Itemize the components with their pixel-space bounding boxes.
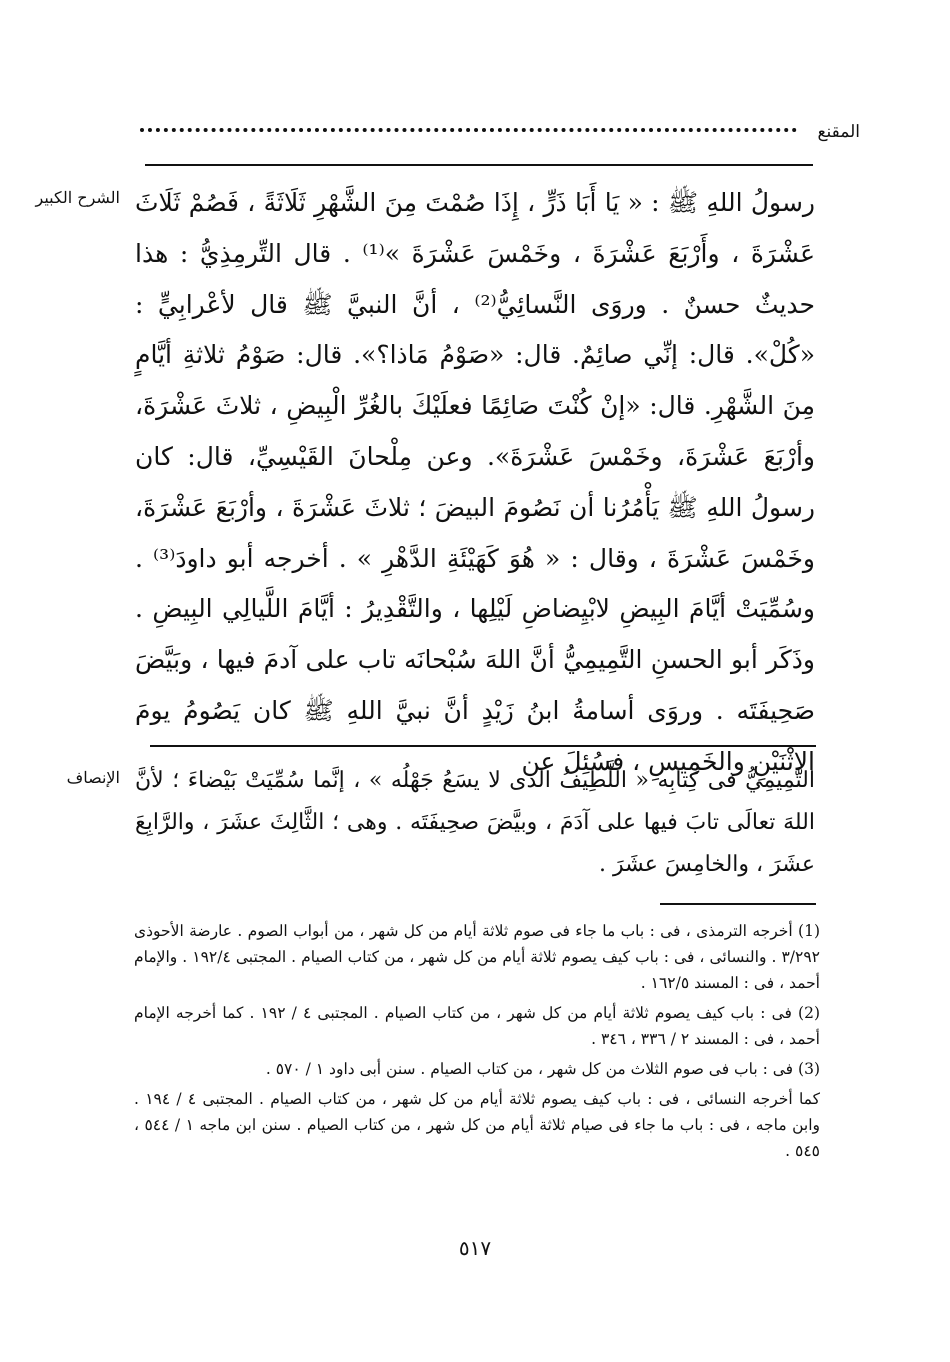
footnote: (3) فى : باب فى صوم الثلاث من كل شهر ، من كتاب الصيام . سنن أبى داود ١ / ٥٧٠ . <box>265 1060 820 1078</box>
footnote: (2) فى : باب كيف يصوم ثلاثة أيام من كل شهر ، من كتاب الصيام . المجتبى ٤ / ١٩٢ . كما أخرجه الإمام أحمد ، فى : المسند ٢ / ٣٣٦ ، ٣٤٦ . <box>134 1004 820 1048</box>
footnote: كما أخرجه النسائى ، فى : باب كيف يصوم ثلاثة أيام من كل شهر ، من كتاب الصيام . المجتبى ٤ / ١٩٤ . وابن ماجه ، فى : باب ما جاء فى صيام ثلاثة أيام من كل شهر ، من كتاب الصيام . سنن ابن ماجه ١ / ٥٤٤ ، ٥٤٥ . <box>134 1090 821 1160</box>
page-number: ٥١٧ <box>458 1236 492 1260</box>
insaf-text: التَّمِيمِيُّ فى كِتابِه « اللَّطِيفُ الذى لا يسَعُ جَهْلُه » ، إنَّما سُمِّيَتْ بَيْضاءَ ؛ لأنَّ اللهَ تعالَى تابَ فيها على آدَمَ ، وبيَّضَ صحِيفَتَه . وهى ؛ الثَّالِثَ عشَرَ ، والرَّابِعَ عشَرَ ، والخامِسَ عشَرَ . <box>135 768 815 877</box>
insaf-section-label: الإنصاف <box>66 768 120 787</box>
sharh-section-label: الشرح الكبير <box>35 188 120 207</box>
running-header <box>140 112 870 152</box>
footnote-rule <box>660 903 816 905</box>
section-divider <box>150 745 816 747</box>
header-rule <box>145 164 813 166</box>
sharh-text: رسولُ اللهِ ﷺ : « يَا أَبَا ذَرٍّ ، إِذَا صُمْتَ مِنَ الشَّهْرِ ثَلَاثَةً ، فَصُمْ ثَلَاثَ عَشْرَةَ ، وأَرْبَعَ عَشْرَةَ ، وخَمْسَ عَشْرَةَ »⁽¹⁾ . قال التِّرمِذِيُّ : هذا حديثٌ حسنٌ . وروَى النَّسائِيُّ⁽²⁾ ، أنَّ النبيَّ ﷺ قال لأعْرابِيٍّ : «كُلْ». قال: إنِّي صائِمٌ. قال: «صَوْمُ مَاذا؟». قال: صَوْمُ ثلاثةِ أيَّامٍ مِنَ الشَّهْرِ. قال: «إنْ كُنْتَ صَائِمًا فعلَيْكَ بالغُرِّ الْبِيضِ ، ثلاثَ عَشْرَةَ، وأرْبَعَ عَشْرَةَ، وخَمْسَ عَشْرَةَ». وعن مِلْحانَ القَيْسِيِّ، قال: كان رسولُ اللهِ ﷺ يَأْمُرُنا أن نَصُومَ البيضَ ؛ ثلاثَ عَشْرَةَ ، وأرْبَعَ عَشْرَةَ، وخَمْسَ عَشْرَةَ ، وقال : « هُوَ كَهَيْئَةِ الدَّهْرِ » . أخرجه أبو داودَ⁽³⁾ . وسُمِّيَتْ أيَّامَ البِيضِ لابْيِضاضِ لَيْلِها ، والتَّقْدِيرُ : أيَّامَ اللَّيالِي البِيضِ . وذَكَر أبو الحسنِ التَّمِيمِيُّ أنَّ اللهَ سُبْحانَه تاب على آدمَ فيها ، وبَيَّضَ صَحِيفَتَه . وروَى أسامةُ ابنُ زَيْدٍ أنَّ نبيَّ اللهِ ﷺ كان يَصُومُ يومَ الاثْنَيْنِ والخَمِيسِ ، فسُئِلَ عن <box>135 188 815 776</box>
book-title: المقنع <box>817 122 860 142</box>
footnotes <box>134 918 820 1168</box>
header-dotted-leader <box>140 118 797 132</box>
footnote: (1) أخرجه الترمذى ، فى : باب ما جاء فى صوم ثلاثة أيام من كل شهر ، من أبواب الصوم . عارضة الأحوذى ٣/٢٩٢ . والنسائى ، فى : باب كيف يصوم ثلاثة أيام من كل شهر ، من كتاب الصيام . المجتبى ١٩٢/٤ . والإمام أحمد ، فى : المسند ١٦٢/٥ . <box>134 922 820 992</box>
